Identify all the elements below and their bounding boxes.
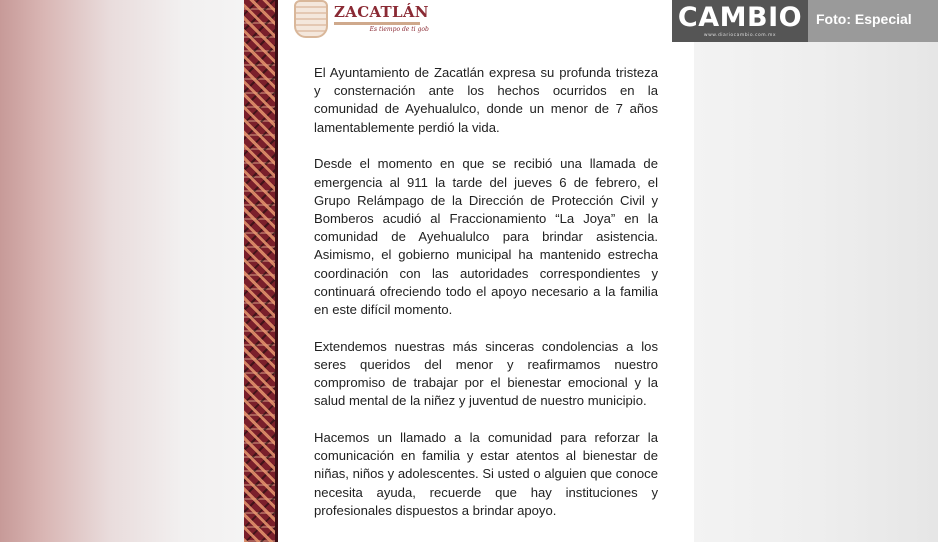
photo-credit: Foto: Especial bbox=[816, 11, 912, 27]
paragraph-4: Hacemos un llamado a la comunidad para reforzar la comunicación en familia y estar atentos al bienestar de niñas, niños y adolescentes. Si usted o alguien que conoce necesita ayuda, recuerde que hay instituciones y profesionales dispuestos a brindar apoyo. bbox=[314, 429, 658, 518]
municipal-seal-icon bbox=[294, 0, 328, 38]
decorative-border bbox=[244, 0, 278, 542]
paragraph-2: Desde el momento en que se recibió una llamada de emergencia al 911 la tarde del jueves 6 de febrero, el Grupo Relámpago de la Dirección de Protección Civil y Bomberos acudió al Fraccionamiento “La Joya” en la comunidad de Ayehualulco para brindar asistencia. Asimismo, el gobierno municipal ha mantenido estrecha coordinación con las autoridades correspondientes y continuará ofreciendo todo el apoyo necesario a la familia en este difícil momento. bbox=[314, 156, 658, 317]
blurred-background-left bbox=[0, 0, 244, 542]
cambio-url: www.diariocambio.com.mx bbox=[703, 33, 777, 38]
cambio-logo bbox=[672, 0, 808, 42]
paragraph-1: El Ayuntamiento de Zacatlán expresa su profunda tristeza y consternación ante los hechos ocurridos en la comunidad de Ayehualulco, donde un menor de 7 años lamentablemente perdió la vida. bbox=[314, 65, 658, 135]
statement-body bbox=[314, 64, 658, 538]
blurred-background-right bbox=[694, 0, 938, 542]
logo-name: ZACATLÁN bbox=[334, 3, 429, 21]
paragraph-3: Extendemos nuestras más sinceras condolencias a los seres queridos del menor y reafirmamos nuestro compromiso de trabajar por el bienestar emocional y la salud mental de la niñez y juventud de nuestro municipio. bbox=[314, 338, 658, 409]
statement-document bbox=[244, 0, 694, 542]
logo-underline bbox=[334, 22, 420, 25]
logo-tagline: Es tiempo de ti gob bbox=[369, 26, 429, 33]
watermark-bar bbox=[672, 0, 938, 42]
zacatlan-logo bbox=[294, 0, 429, 38]
cambio-brand: CAMBIO bbox=[677, 2, 803, 33]
